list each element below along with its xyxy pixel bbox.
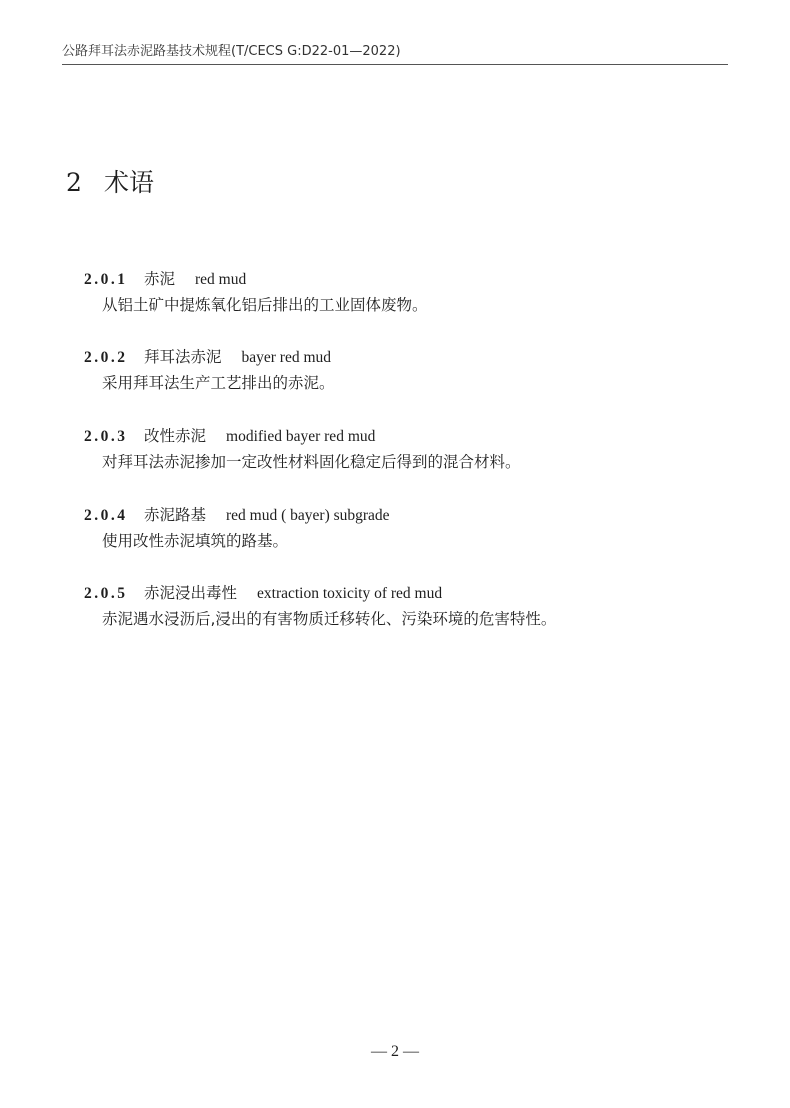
chapter-title [66,163,154,199]
term-entry [84,582,556,630]
chapter-name: 术语 [104,168,155,197]
running-header: 公路拜耳法赤泥路基技术规程(T/CECS G:D22-01—2022) [62,44,401,59]
term-number: 2.0.5 [84,585,128,602]
term-chinese: 赤泥浸出毒性 [144,584,238,602]
chapter-number: 2 [66,168,82,197]
term-english: bayer red mud [241,349,332,366]
term-definition: 赤泥遇水浸沥后,浸出的有害物质迁移转化、污染环境的危害特性。 [102,610,557,628]
term-english: red mud [195,271,247,288]
term-entry [84,425,521,473]
term-heading [84,582,556,604]
term-entry [84,346,335,394]
term-english: modified bayer red mud [226,428,376,445]
header-rule [62,64,728,65]
term-number: 2.0.1 [84,271,128,288]
term-chinese: 拜耳法赤泥 [144,348,222,366]
term-number: 2.0.3 [84,428,128,445]
term-number: 2.0.4 [84,507,128,524]
term-heading [84,504,390,526]
term-english: red mud ( bayer) subgrade [226,507,390,524]
term-number: 2.0.2 [84,349,128,366]
term-entry [84,268,428,316]
term-definition: 从铝土矿中提炼氧化铝后排出的工业固体废物。 [102,296,428,314]
term-chinese: 赤泥 [144,270,176,288]
term-chinese: 赤泥路基 [144,506,207,524]
term-entry [84,504,390,552]
term-english: extraction toxicity of red mud [257,585,443,602]
term-definition: 使用改性赤泥填筑的路基。 [102,532,289,550]
term-definition: 对拜耳法赤泥掺加一定改性材料固化稳定后得到的混合材料。 [102,453,521,471]
term-definition: 采用拜耳法生产工艺排出的赤泥。 [102,374,335,392]
term-heading [84,346,335,368]
term-chinese: 改性赤泥 [144,427,207,445]
term-heading [84,425,521,447]
page-number: — 2 — [371,1043,419,1060]
term-heading [84,268,428,290]
